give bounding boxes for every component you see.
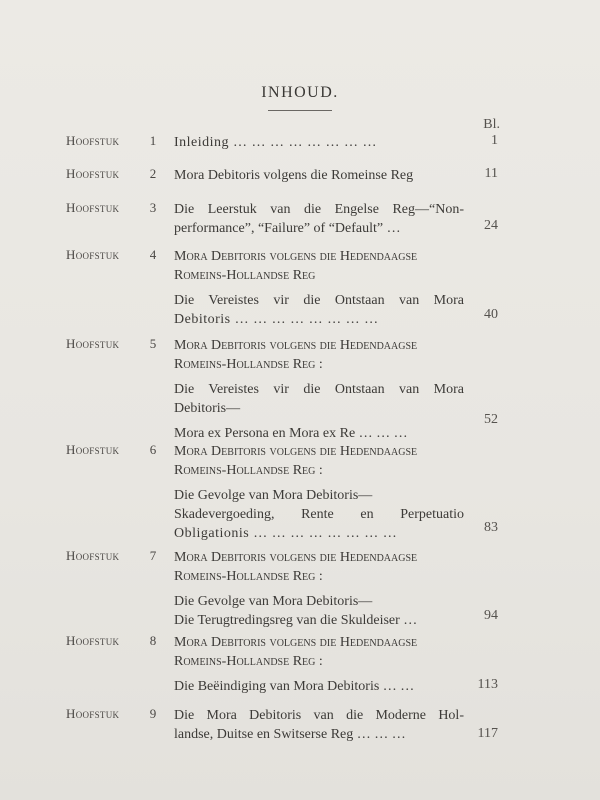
title-line: Die Gevolge van Mora Debitoris— <box>174 594 373 609</box>
chapter-label: Hoofstuk <box>66 200 120 215</box>
chapter-number: 5 <box>149 336 157 351</box>
chapter-title <box>174 200 464 238</box>
chapter-label: Hoofstuk <box>66 633 120 648</box>
chapter-number: 3 <box>149 200 157 215</box>
page-number: 83 <box>484 520 498 535</box>
page-number: 113 <box>477 677 498 692</box>
chapter-title <box>174 706 464 744</box>
chapter-title <box>174 247 464 329</box>
title-line: Mora Debitoris volgens die Hedendaagse <box>174 249 418 264</box>
title-line: Mora Debitoris volgens die Hedendaagse <box>174 444 418 459</box>
chapter-title <box>174 133 464 152</box>
page-number: 11 <box>484 166 498 181</box>
title-line: Debitoris … … … … … … … … <box>174 312 379 327</box>
title-line: Debitoris— <box>174 401 241 416</box>
title-line: performance”, “Failure” of “Default” … <box>174 221 401 236</box>
title-line: Mora Debitoris volgens die Romeinse Reg <box>174 168 414 183</box>
title-line: Die Terugtredingsreg van die Skuldeiser … <box>174 613 418 628</box>
chapter-label: Hoofstuk <box>66 442 120 457</box>
chapter-number: 8 <box>149 633 157 648</box>
title-line: Skadevergoeding, Rente en Perpetuatio <box>174 507 464 522</box>
page-title: INHOUD. <box>261 84 339 101</box>
page-number: 1 <box>491 133 498 148</box>
chapter-number: 1 <box>149 133 157 148</box>
page-column-header: Bl. <box>483 117 500 132</box>
page-number: 117 <box>477 726 498 741</box>
title-line: Romeins-Hollandse Reg : <box>174 654 323 669</box>
title-line: Romeins-Hollandse Reg <box>174 268 316 283</box>
page-number: 40 <box>484 307 498 322</box>
page-number: 52 <box>484 412 498 427</box>
title-line: landse, Duitse en Switserse Reg … … … <box>174 727 406 742</box>
page-number: 24 <box>484 218 498 233</box>
chapter-title <box>174 166 464 185</box>
title-line: Die Beëindiging van Mora Debitoris … … <box>174 679 415 694</box>
chapter-title <box>174 442 464 543</box>
chapter-label: Hoofstuk <box>66 706 120 721</box>
chapter-number: 4 <box>149 247 157 262</box>
title-line: Mora Debitoris volgens die Hedendaagse <box>174 550 418 565</box>
title-line: Die Gevolge van Mora Debitoris— <box>174 488 373 503</box>
title-line: Die Mora Debitoris van die Moderne Hol- <box>174 708 464 723</box>
chapter-number: 2 <box>149 166 157 181</box>
chapter-label: Hoofstuk <box>66 247 120 262</box>
chapter-title <box>174 633 464 696</box>
title-line: Romeins-Hollandse Reg : <box>174 463 323 478</box>
title-line: Mora Debitoris volgens die Hedendaagse <box>174 338 418 353</box>
title-line: Die Vereistes vir die Ontstaan van Mora <box>174 382 464 397</box>
chapter-number: 9 <box>149 706 157 721</box>
title-line: Romeins-Hollandse Reg : <box>174 357 323 372</box>
chapter-label: Hoofstuk <box>66 133 120 148</box>
title-rule <box>268 110 332 111</box>
chapter-label: Hoofstuk <box>66 336 120 351</box>
chapter-label: Hoofstuk <box>66 548 120 563</box>
title-line: Romeins-Hollandse Reg : <box>174 569 323 584</box>
chapter-title <box>174 336 464 443</box>
chapter-label: Hoofstuk <box>66 166 120 181</box>
title-line: Inleiding … … … … … … … … <box>174 135 378 150</box>
title-line: Die Vereistes vir die Ontstaan van Mora <box>174 293 464 308</box>
chapter-number: 6 <box>149 442 157 457</box>
page-number: 94 <box>484 608 498 623</box>
title-line: Mora Debitoris volgens die Hedendaagse <box>174 635 418 650</box>
title-line: Obligationis … … … … … … … … <box>174 526 398 541</box>
chapter-number: 7 <box>149 548 157 563</box>
title-line: Die Leerstuk van die Engelse Reg—“Non- <box>174 202 464 217</box>
chapter-title <box>174 548 464 630</box>
title-line: Mora ex Persona en Mora ex Re … … … <box>174 426 408 441</box>
